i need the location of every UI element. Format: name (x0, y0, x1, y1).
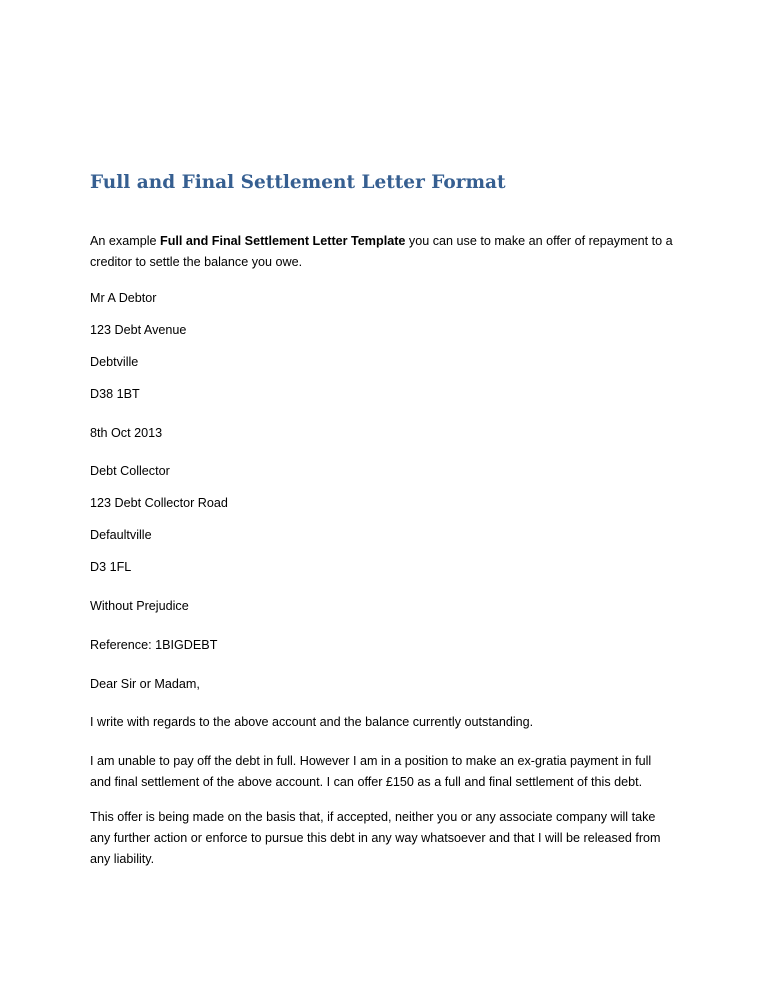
reference-line: Reference: 1BIGDEBT (90, 638, 218, 652)
body-paragraph-3-line-1: This offer is being made on the basis that, if accepted, neither you or any associate company will take (90, 810, 656, 824)
salutation: Dear Sir or Madam, (90, 677, 200, 691)
intro-line-1 (90, 231, 673, 252)
sender-street: 123 Debt Avenue (90, 323, 187, 337)
sender-postcode: D38 1BT (90, 387, 140, 401)
intro-bold-template-name: Full and Final Settlement Letter Template (160, 234, 406, 248)
recipient-name: Debt Collector (90, 464, 170, 478)
recipient-street: 123 Debt Collector Road (90, 496, 228, 510)
sender-town: Debtville (90, 355, 139, 369)
body-paragraph-2-line-2: and final settlement of the above account. I can offer £150 as a full and final settlement of this debt. (90, 775, 643, 789)
intro-prefix: An example (90, 234, 161, 248)
body-paragraph-1: I write with regards to the above account and the balance currently outstanding. (90, 715, 534, 729)
intro-paragraph (90, 231, 673, 273)
intro-suffix: you can use to make an offer of repayment to a (405, 234, 673, 248)
without-prejudice-line: Without Prejudice (90, 599, 189, 613)
recipient-postcode: D3 1FL (90, 560, 132, 574)
body-paragraph-3 (90, 807, 661, 870)
recipient-town: Defaultville (90, 528, 152, 542)
intro-line-2: creditor to settle the balance you owe. (90, 255, 303, 269)
letter-date: 8th Oct 2013 (90, 426, 163, 440)
body-paragraph-2-line-1: I am unable to pay off the debt in full. However I am in a position to make an ex-gratia payment in full (90, 754, 652, 768)
body-paragraph-2 (90, 751, 651, 793)
document-title: Full and Final Settlement Letter Format (90, 172, 506, 193)
body-paragraph-3-line-2: any further action or enforce to pursue this debt in any way whatsoever and that I will be released from (90, 831, 661, 845)
sender-name: Mr A Debtor (90, 291, 157, 305)
body-paragraph-3-line-3: any liability. (90, 852, 155, 866)
